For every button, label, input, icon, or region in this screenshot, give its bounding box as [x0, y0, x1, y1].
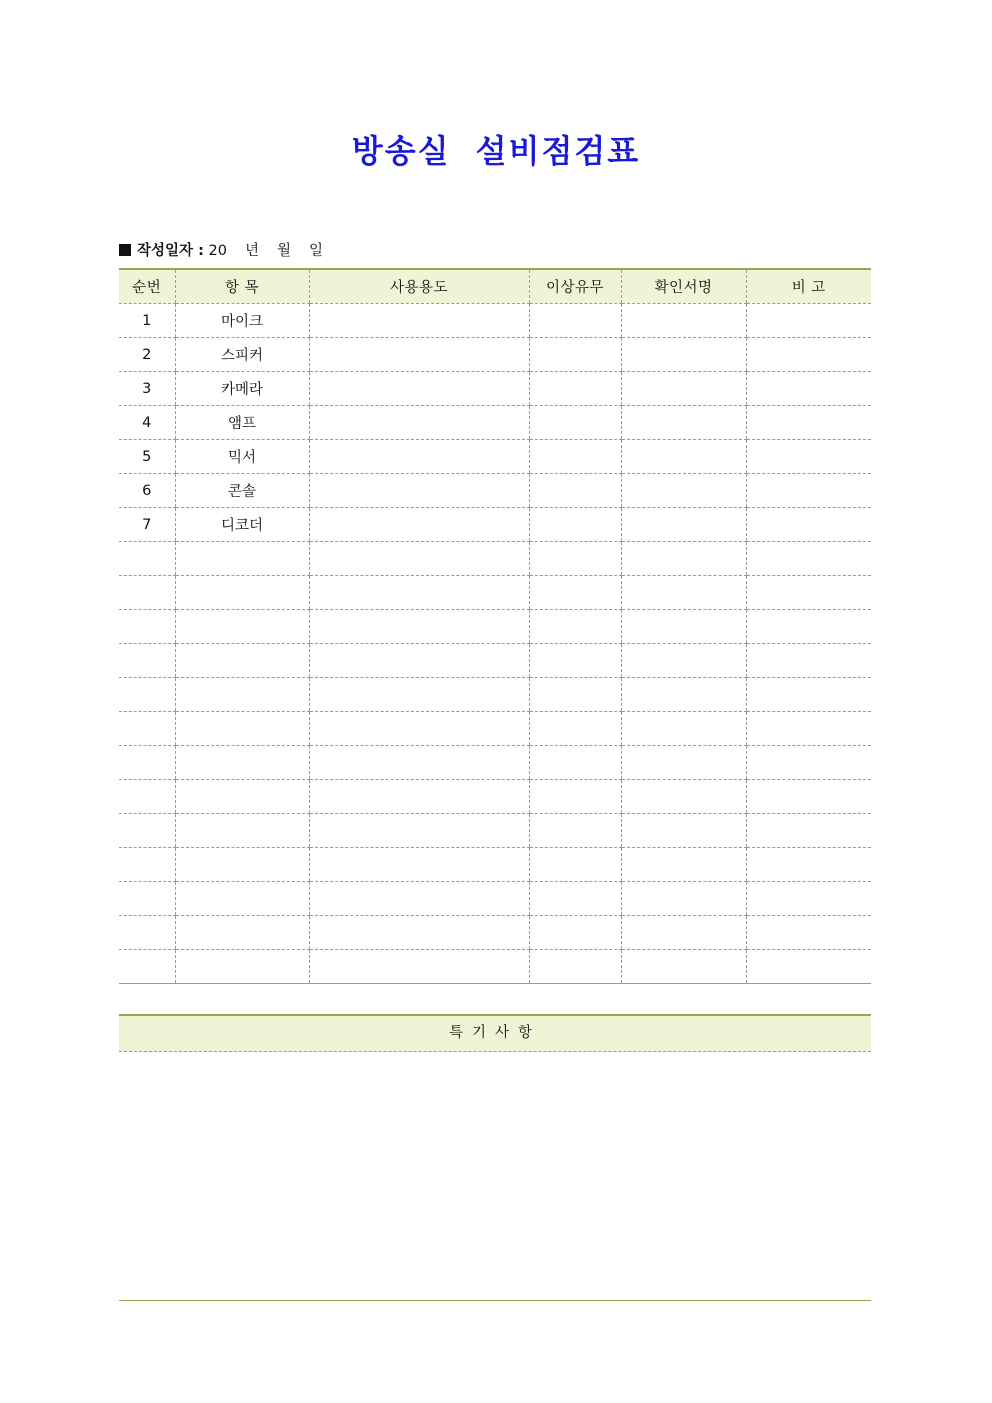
cell-item	[175, 950, 309, 984]
cell-signature[interactable]	[621, 474, 746, 508]
table-row	[119, 610, 871, 644]
cell-item	[175, 610, 309, 644]
cell-abnormality[interactable]	[529, 508, 621, 542]
cell-usage[interactable]	[309, 950, 529, 984]
cell-no	[119, 916, 175, 950]
table-row	[119, 576, 871, 610]
cell-item: 디코더	[175, 508, 309, 542]
cell-item: 믹서	[175, 440, 309, 474]
cell-item: 앰프	[175, 406, 309, 440]
cell-item	[175, 814, 309, 848]
cell-no	[119, 610, 175, 644]
cell-signature[interactable]	[621, 678, 746, 712]
cell-usage[interactable]	[309, 576, 529, 610]
cell-no: 6	[119, 474, 175, 508]
cell-no: 3	[119, 372, 175, 406]
cell-signature[interactable]	[621, 644, 746, 678]
cell-item: 스피커	[175, 338, 309, 372]
cell-item	[175, 576, 309, 610]
cell-usage[interactable]	[309, 474, 529, 508]
cell-no	[119, 814, 175, 848]
table-row	[119, 678, 871, 712]
cell-item: 마이크	[175, 304, 309, 338]
date-line	[119, 241, 323, 261]
table-row	[119, 440, 871, 474]
header-note: 비 고	[746, 269, 871, 304]
table-row	[119, 372, 871, 406]
table-row	[119, 950, 871, 984]
cell-no	[119, 644, 175, 678]
cell-abnormality[interactable]	[529, 440, 621, 474]
cell-abnormality[interactable]	[529, 950, 621, 984]
cell-signature[interactable]	[621, 372, 746, 406]
table-row	[119, 712, 871, 746]
cell-abnormality[interactable]	[529, 916, 621, 950]
table-row	[119, 848, 871, 882]
cell-item: 카메라	[175, 372, 309, 406]
cell-signature[interactable]	[621, 950, 746, 984]
cell-item	[175, 848, 309, 882]
cell-usage[interactable]	[309, 814, 529, 848]
cell-note[interactable]	[746, 440, 871, 474]
cell-no	[119, 746, 175, 780]
cell-usage[interactable]	[309, 508, 529, 542]
cell-no	[119, 882, 175, 916]
cell-signature[interactable]	[621, 848, 746, 882]
cell-no: 5	[119, 440, 175, 474]
cell-abnormality[interactable]	[529, 610, 621, 644]
cell-usage[interactable]	[309, 916, 529, 950]
cell-abnormality[interactable]	[529, 542, 621, 576]
cell-signature[interactable]	[621, 304, 746, 338]
cell-note[interactable]	[746, 712, 871, 746]
remarks-header: 특기사항	[119, 1014, 871, 1052]
cell-item	[175, 542, 309, 576]
date-year-unit: 년	[244, 243, 259, 259]
cell-abnormality[interactable]	[529, 746, 621, 780]
cell-note[interactable]	[746, 372, 871, 406]
cell-abnormality[interactable]	[529, 848, 621, 882]
table-row	[119, 406, 871, 440]
cell-no	[119, 678, 175, 712]
cell-item	[175, 712, 309, 746]
cell-signature[interactable]	[621, 610, 746, 644]
header-item: 항 목	[175, 269, 309, 304]
cell-signature[interactable]	[621, 440, 746, 474]
cell-note[interactable]	[746, 644, 871, 678]
cell-signature[interactable]	[621, 338, 746, 372]
table-row	[119, 644, 871, 678]
cell-note[interactable]	[746, 610, 871, 644]
cell-signature[interactable]	[621, 508, 746, 542]
cell-usage[interactable]	[309, 338, 529, 372]
cell-usage[interactable]	[309, 678, 529, 712]
date-label: 작성일자 :	[137, 243, 204, 259]
cell-abnormality[interactable]	[529, 406, 621, 440]
cell-item	[175, 780, 309, 814]
cell-abnormality[interactable]	[529, 304, 621, 338]
cell-abnormality[interactable]	[529, 644, 621, 678]
cell-no	[119, 712, 175, 746]
cell-note[interactable]	[746, 304, 871, 338]
cell-usage[interactable]	[309, 848, 529, 882]
cell-usage[interactable]	[309, 712, 529, 746]
table-row	[119, 746, 871, 780]
cell-note[interactable]	[746, 338, 871, 372]
table-row	[119, 780, 871, 814]
table-row	[119, 338, 871, 372]
cell-signature[interactable]	[621, 780, 746, 814]
cell-note[interactable]	[746, 576, 871, 610]
cell-item	[175, 746, 309, 780]
cell-abnormality[interactable]	[529, 678, 621, 712]
cell-item	[175, 916, 309, 950]
cell-no	[119, 542, 175, 576]
header-usage: 사용용도	[309, 269, 529, 304]
cell-abnormality[interactable]	[529, 882, 621, 916]
header-signature: 확인서명	[621, 269, 746, 304]
cell-signature[interactable]	[621, 712, 746, 746]
cell-usage[interactable]	[309, 882, 529, 916]
cell-abnormality[interactable]	[529, 372, 621, 406]
cell-no	[119, 950, 175, 984]
page-title: 방송실 설비점검표	[351, 132, 641, 170]
table-row	[119, 542, 871, 576]
cell-item	[175, 644, 309, 678]
cell-abnormality[interactable]	[529, 814, 621, 848]
cell-note[interactable]	[746, 882, 871, 916]
table-row	[119, 508, 871, 542]
remarks-body[interactable]	[119, 1052, 871, 1300]
cell-signature[interactable]	[621, 542, 746, 576]
cell-no: 1	[119, 304, 175, 338]
cell-usage[interactable]	[309, 610, 529, 644]
cell-usage[interactable]	[309, 440, 529, 474]
table-header-row	[119, 269, 871, 304]
cell-no	[119, 848, 175, 882]
cell-usage[interactable]	[309, 304, 529, 338]
cell-usage[interactable]	[309, 746, 529, 780]
cell-note[interactable]	[746, 678, 871, 712]
table-row	[119, 474, 871, 508]
cell-note[interactable]	[746, 916, 871, 950]
cell-note[interactable]	[746, 950, 871, 984]
cell-signature[interactable]	[621, 746, 746, 780]
table-body	[119, 304, 871, 984]
cell-usage[interactable]	[309, 780, 529, 814]
cell-no	[119, 576, 175, 610]
cell-no: 4	[119, 406, 175, 440]
table-row	[119, 882, 871, 916]
header-no: 순번	[119, 269, 175, 304]
square-bullet-icon	[119, 244, 131, 256]
cell-signature[interactable]	[621, 814, 746, 848]
cell-no: 2	[119, 338, 175, 372]
cell-note[interactable]	[746, 542, 871, 576]
cell-note[interactable]	[746, 406, 871, 440]
table-row	[119, 304, 871, 338]
remarks-section	[119, 1014, 871, 1301]
cell-abnormality[interactable]	[529, 474, 621, 508]
cell-no: 7	[119, 508, 175, 542]
cell-note[interactable]	[746, 780, 871, 814]
cell-usage[interactable]	[309, 372, 529, 406]
cell-usage[interactable]	[309, 644, 529, 678]
cell-signature[interactable]	[621, 916, 746, 950]
cell-note[interactable]	[746, 474, 871, 508]
cell-usage[interactable]	[309, 406, 529, 440]
equipment-checklist-table	[119, 268, 871, 984]
cell-abnormality[interactable]	[529, 712, 621, 746]
table-row	[119, 916, 871, 950]
cell-signature[interactable]	[621, 576, 746, 610]
date-year-prefix[interactable]: 20	[208, 243, 227, 259]
cell-signature[interactable]	[621, 882, 746, 916]
cell-abnormality[interactable]	[529, 576, 621, 610]
cell-signature[interactable]	[621, 406, 746, 440]
date-month-unit: 월	[276, 243, 291, 259]
cell-item: 콘솔	[175, 474, 309, 508]
cell-abnormality[interactable]	[529, 780, 621, 814]
cell-item	[175, 678, 309, 712]
header-abnormality: 이상유무	[529, 269, 621, 304]
cell-note[interactable]	[746, 848, 871, 882]
cell-note[interactable]	[746, 814, 871, 848]
table-row	[119, 814, 871, 848]
cell-usage[interactable]	[309, 542, 529, 576]
cell-abnormality[interactable]	[529, 338, 621, 372]
date-day-unit: 일	[308, 243, 323, 259]
cell-item	[175, 882, 309, 916]
cell-note[interactable]	[746, 508, 871, 542]
cell-no	[119, 780, 175, 814]
cell-note[interactable]	[746, 746, 871, 780]
